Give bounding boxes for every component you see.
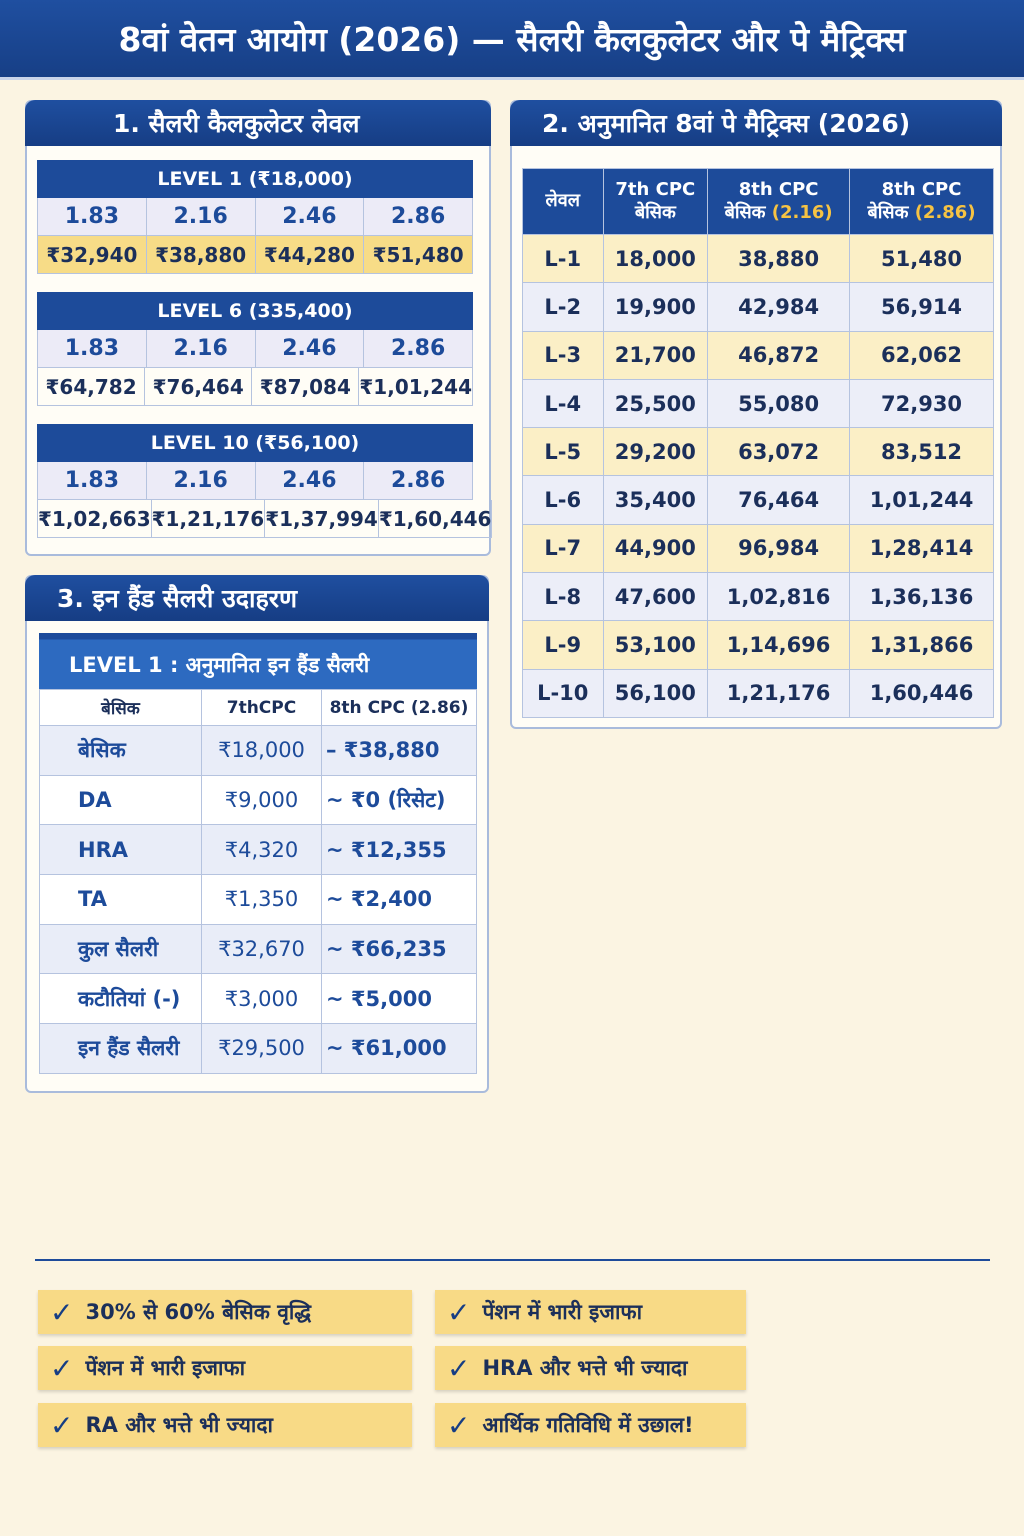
in-hand-cell: ₹3,000 [202,974,322,1024]
in-hand-panel [25,575,489,1093]
matrix-cell: 72,930 [850,379,994,427]
highlight-badge [38,1290,412,1334]
matrix-cell: L-9 [523,621,604,669]
fitment-factor: 2.86 [364,330,473,368]
matrix-header: लेवल [523,169,604,235]
matrix-cell: 56,100 [603,669,708,717]
matrix-cell: 1,21,176 [708,669,850,717]
table-row [523,524,994,572]
page-title: 8वां वेतन आयोग (2026) — सैलरी कैलकुलेटर और पे मैट्रिक्स [0,0,1024,80]
level-label: LEVEL 1 (₹18,000) [37,160,473,198]
matrix-cell: L-2 [523,283,604,331]
matrix-cell: L-1 [523,235,604,283]
matrix-cell: 18,000 [603,235,708,283]
fitment-factor: 2.86 [364,462,473,500]
matrix-cell: L-8 [523,573,604,621]
in-hand-cell: ~ ₹5,000 [322,974,477,1024]
fitment-factor: 1.83 [38,462,147,500]
in-hand-cell: बेसिक [40,726,202,776]
in-hand-cell: कटौतियां (-) [40,974,202,1024]
in-hand-subheading: LEVEL 1 : अनुमानित इन हैंड सैलरी [39,633,477,689]
highlight-badge [38,1403,412,1447]
in-hand-cell: – ₹38,880 [322,726,477,776]
table-row [523,379,994,427]
matrix-cell: 42,984 [708,283,850,331]
fitment-factor: 2.16 [147,198,256,236]
in-hand-header: बेसिक [40,690,202,726]
salary-amount: ₹1,60,446 [379,500,493,538]
salary-amount: ₹51,480 [364,236,473,274]
table-row [40,875,477,925]
section3-heading: 3. इन हैंड सैलरी उदाहरण [25,575,489,621]
check-icon: ✓ [447,1351,471,1385]
fitment-factor: 2.86 [364,198,473,236]
matrix-cell: L-7 [523,524,604,572]
matrix-cell: 35,400 [603,476,708,524]
fitment-factor: 1.83 [38,198,147,236]
fitment-factor: 2.16 [147,330,256,368]
matrix-cell: L-3 [523,331,604,379]
in-hand-cell: ₹29,500 [202,1024,322,1074]
in-hand-cell: DA [40,775,202,825]
level-label: LEVEL 6 (335,400) [37,292,473,330]
matrix-cell: 63,072 [708,428,850,476]
highlight-badge [435,1290,746,1334]
table-row [523,476,994,524]
divider [35,1259,990,1261]
matrix-cell: 1,14,696 [708,621,850,669]
table-row [523,331,994,379]
in-hand-cell: ~ ₹66,235 [322,924,477,974]
table-row [523,669,994,717]
in-hand-cell: TA [40,875,202,925]
highlight-text: पेंशन में भारी इजाफा [85,1356,246,1380]
salary-amount: ₹76,464 [145,368,252,406]
table-row [40,825,477,875]
matrix-cell: L-10 [523,669,604,717]
highlight-badge [38,1346,412,1390]
table-row [40,1024,477,1074]
matrix-cell: 1,28,414 [850,524,994,572]
matrix-cell: 44,900 [603,524,708,572]
check-icon: ✓ [447,1408,471,1442]
fitment-factor: 1.83 [38,330,147,368]
fitment-factor: 2.16 [147,462,256,500]
in-hand-header: 7thCPC [202,690,322,726]
matrix-cell: 1,31,866 [850,621,994,669]
fitment-factor: 2.46 [256,330,365,368]
matrix-cell: L-6 [523,476,604,524]
matrix-cell: 38,880 [708,235,850,283]
fitment-factor: 2.46 [256,462,365,500]
matrix-cell: 83,512 [850,428,994,476]
level-card [37,292,473,406]
in-hand-cell: HRA [40,825,202,875]
fitment-factor: 2.46 [256,198,365,236]
matrix-cell: 51,480 [850,235,994,283]
highlight-text: पेंशन में भारी इजाफा [482,1300,643,1324]
matrix-header: 8th CPC बेसिक (2.86) [850,169,994,235]
matrix-cell: 96,984 [708,524,850,572]
matrix-cell: 47,600 [603,573,708,621]
salary-amount: ₹44,280 [256,236,365,274]
matrix-cell: 1,36,136 [850,573,994,621]
matrix-cell: 1,01,244 [850,476,994,524]
table-row [523,573,994,621]
highlight-text: RA और भत्ते भी ज्यादा [85,1413,273,1437]
check-icon: ✓ [447,1295,471,1329]
table-row [523,235,994,283]
table-row [40,775,477,825]
matrix-cell: 19,900 [603,283,708,331]
section2-heading: 2. अनुमानित 8वां पे मैट्रिक्स (2026) [510,100,1002,146]
matrix-cell: 53,100 [603,621,708,669]
highlight-text: HRA और भत्ते भी ज्यादा [482,1356,688,1380]
in-hand-cell: ₹4,320 [202,825,322,875]
highlight-badge [435,1346,746,1390]
matrix-cell: 1,02,816 [708,573,850,621]
in-hand-cell: ₹9,000 [202,775,322,825]
table-row [523,283,994,331]
salary-amount: ₹1,37,994 [265,500,379,538]
level-label: LEVEL 10 (₹56,100) [37,424,473,462]
matrix-cell: 1,60,446 [850,669,994,717]
highlight-text: आर्थिक गतिविधि में उछाल! [482,1413,694,1437]
matrix-cell: 55,080 [708,379,850,427]
check-icon: ✓ [50,1408,74,1442]
pay-matrix-table [522,168,994,718]
matrix-cell: 46,872 [708,331,850,379]
in-hand-cell: इन हैंड सैलरी [40,1024,202,1074]
level-card [37,424,492,538]
in-hand-cell: ~ ₹12,355 [322,825,477,875]
matrix-cell: 25,500 [603,379,708,427]
salary-amount: ₹32,940 [38,236,147,274]
salary-amount: ₹1,02,663 [38,500,152,538]
in-hand-cell: ₹1,350 [202,875,322,925]
in-hand-cell: ~ ₹2,400 [322,875,477,925]
check-icon: ✓ [50,1351,74,1385]
matrix-cell: 76,464 [708,476,850,524]
table-row [40,726,477,776]
salary-amount: ₹1,21,176 [152,500,266,538]
in-hand-header: 8th CPC (2.86) [322,690,477,726]
matrix-header: 7th CPC बेसिक [603,169,708,235]
table-row [40,924,477,974]
pay-matrix-panel [510,100,1002,729]
table-row [40,974,477,1024]
check-icon: ✓ [50,1295,74,1329]
highlight-badge [435,1403,746,1447]
salary-amount: ₹64,782 [38,368,145,406]
section1-heading: 1. सैलरी कैलकुलेटर लेवल [25,100,491,146]
salary-amount: ₹1,01,244 [359,368,473,406]
in-hand-cell: ~ ₹0 (रिसेट) [322,775,477,825]
matrix-header: 8th CPC बेसिक (2.16) [708,169,850,235]
matrix-cell: L-5 [523,428,604,476]
salary-calculator-panel [25,100,491,556]
matrix-cell: 62,062 [850,331,994,379]
table-row [523,621,994,669]
in-hand-cell: ₹32,670 [202,924,322,974]
salary-amount: ₹87,084 [252,368,359,406]
in-hand-table [39,689,477,1074]
salary-amount: ₹38,880 [147,236,256,274]
matrix-cell: 21,700 [603,331,708,379]
in-hand-cell: ~ ₹61,000 [322,1024,477,1074]
in-hand-cell: ₹18,000 [202,726,322,776]
in-hand-cell: कुल सैलरी [40,924,202,974]
level-card [37,160,473,274]
matrix-cell: L-4 [523,379,604,427]
matrix-cell: 29,200 [603,428,708,476]
highlight-text: 30% से 60% बेसिक वृद्धि [85,1300,312,1324]
matrix-cell: 56,914 [850,283,994,331]
table-row [523,428,994,476]
